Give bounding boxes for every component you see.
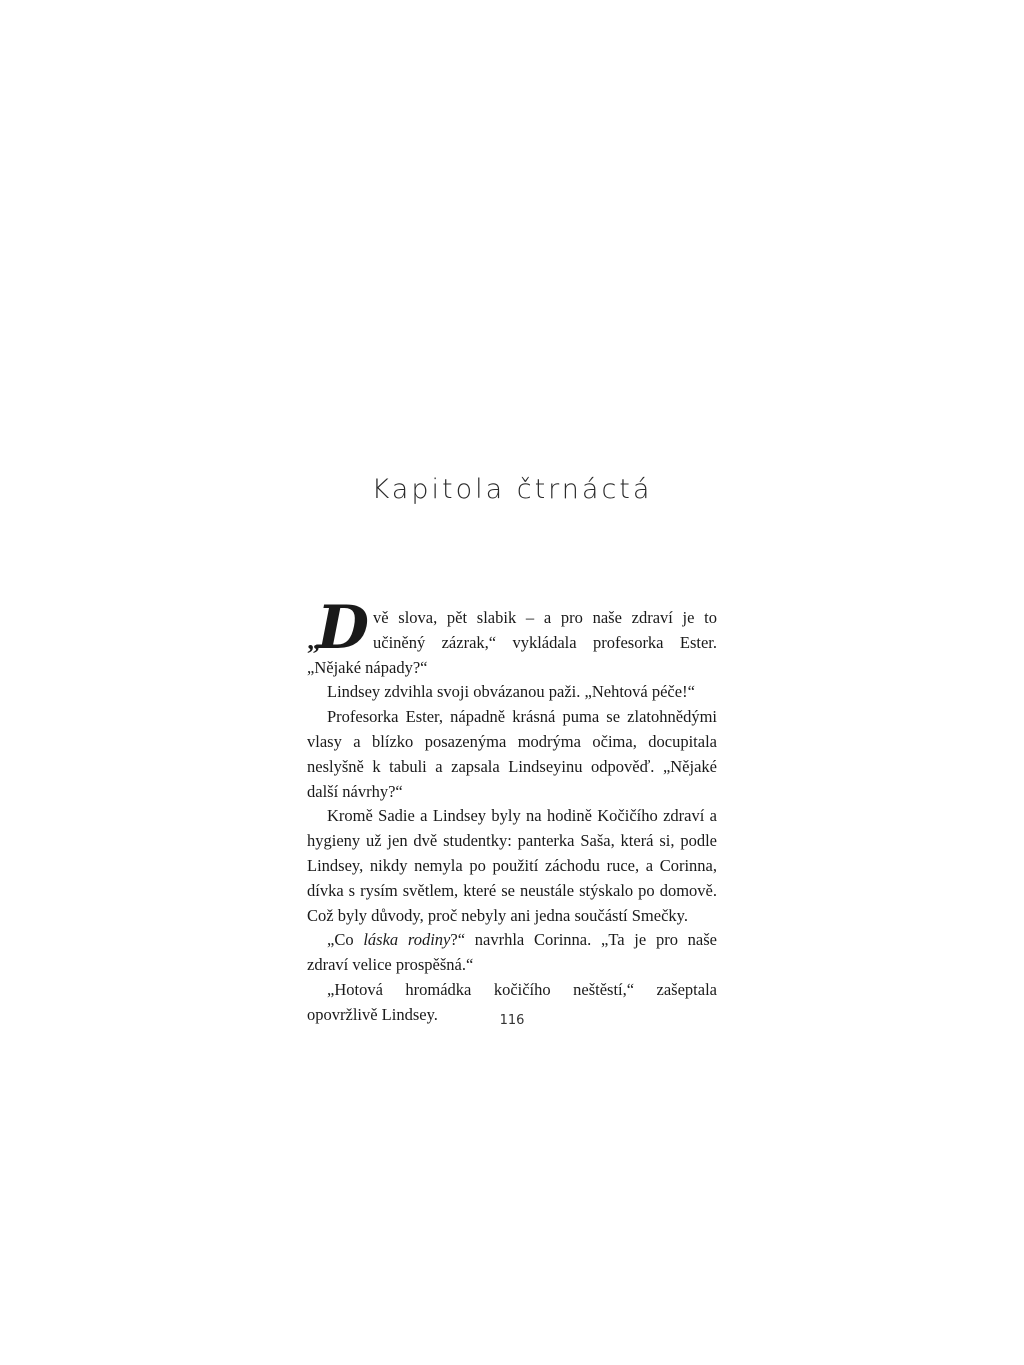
paragraph-1-text: vě slova, pět slabik – a pro naše zdraví je to učiněný zázrak,“ vykládala profesorka Ester. „Nějaké nápady?“ <box>307 608 717 677</box>
paragraph-5-after: ?“ navrhla Corinna. „Ta je pro naše zdraví velice prospěšná.“ <box>307 930 718 975</box>
paragraph-5 <box>307 928 717 978</box>
paragraph-5-italic: láska rodiny <box>363 930 451 950</box>
paragraph-2: Lindsey zdvihla svoji obvázanou paži. „Nehtová péče!“ <box>327 682 695 702</box>
paragraph-6: „Hotová hromádka kočičího neštěstí,“ zašeptala opovržlivě Lindsey. <box>307 979 717 1024</box>
paragraph-3: Profesorka Ester, nápadně krásná puma se zlatohnědými vlasy a blízko posazenýma modrýma očima, docupitala neslyšně k tabuli a zapsala Lindseyinu odpověď. „Nějaké další návrhy?“ <box>307 707 717 801</box>
chapter-title: Kapitola čtrnáctá <box>371 474 653 505</box>
paragraph-1 <box>307 593 717 680</box>
paragraph-5-before: „Co <box>327 930 364 950</box>
body-text <box>307 593 718 1028</box>
drop-cap <box>307 593 371 663</box>
paragraph-4: Kromě Sadie a Lindsey byly na hodině Kočičího zdraví a hygieny už jen dvě studentky: panterka Saša, která si, podle Lindsey, nikdy nemyla po použití záchodu ruce, a Corinna, dívka s rysím světlem, které se neustále stýskalo po domově. Což byly důvody, proč nebyly ani jedna součástí Smečky. <box>307 806 717 925</box>
drop-cap-letter: D <box>317 593 370 663</box>
page-number: 116 <box>499 1013 525 1028</box>
drop-cap-quote: „ <box>307 626 320 655</box>
